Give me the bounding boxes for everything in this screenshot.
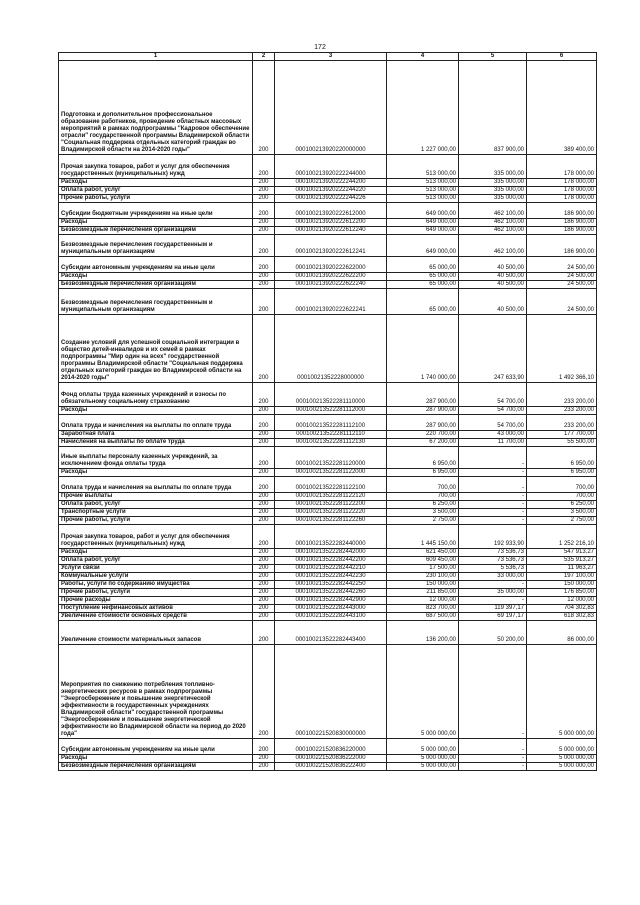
table-row (59, 383, 597, 407)
row-executed-amount-cell: 69 197,17 (459, 613, 527, 621)
table-row (59, 179, 597, 187)
table-row (59, 195, 597, 203)
column-header-1: 1 (59, 53, 253, 61)
row-unexecuted-amount-cell: 535 913,27 (527, 557, 597, 565)
row-code-cell: 200 (253, 383, 275, 407)
row-classification-code-cell: 000100213522282442260 (275, 589, 387, 597)
row-name-cell: Заработная плата (59, 431, 253, 439)
row-code-cell: 200 (253, 573, 275, 581)
row-code-cell: 200 (253, 493, 275, 501)
row-code-cell: 200 (253, 589, 275, 597)
row-classification-code-cell: 000100213920222622000 (275, 257, 387, 273)
row-classification-code-cell: 000100213920222612240 (275, 227, 387, 235)
row-name-cell: Прочие работы, услуги (59, 517, 253, 525)
budget-table (58, 52, 597, 771)
row-name-cell: Субсидии автономным учреждениям на иные цели (59, 739, 253, 755)
row-approved-amount-cell: 1 740 000,00 (387, 315, 459, 383)
row-approved-amount-cell: 609 450,00 (387, 557, 459, 565)
row-code-cell: 200 (253, 155, 275, 179)
row-name-cell: Безвозмездные перечисления организациям (59, 763, 253, 771)
table-row (59, 155, 597, 179)
row-executed-amount-cell: 5 536,73 (459, 565, 527, 573)
row-unexecuted-amount-cell: 177 700,00 (527, 431, 597, 439)
row-unexecuted-amount-cell: 24 500,00 (527, 273, 597, 281)
row-name-cell: Оплата работ, услуг (59, 557, 253, 565)
row-name-cell: Подготовка и дополнительное профессиональное образование работников, проведение областных массовых мероприятий в рамках подпрограммы "Кадровое обеспечение отрасли" государственной программы Владимирской области "Социальная поддержка отдельных категорий граждан во Владимирской области на 2014-2020 годы" (59, 61, 253, 155)
row-code-cell: 200 (253, 509, 275, 517)
column-header-6: 6 (527, 53, 597, 61)
row-classification-code-cell: 000100213920220000000 (275, 61, 387, 155)
row-name-cell: Расходы (59, 219, 253, 227)
table-row (59, 509, 597, 517)
row-name-cell: Расходы (59, 407, 253, 415)
row-classification-code-cell: 000100213522282443000 (275, 605, 387, 613)
row-unexecuted-amount-cell: 1 492 366,10 (527, 315, 597, 383)
row-executed-amount-cell: 192 933,90 (459, 525, 527, 549)
row-executed-amount-cell: 247 633,90 (459, 315, 527, 383)
row-approved-amount-cell: 65 000,00 (387, 281, 459, 289)
row-executed-amount-cell: 54 700,00 (459, 415, 527, 431)
row-code-cell: 200 (253, 219, 275, 227)
row-executed-amount-cell: - (459, 597, 527, 605)
row-unexecuted-amount-cell: 186 900,00 (527, 227, 597, 235)
row-executed-amount-cell: 43 000,00 (459, 431, 527, 439)
row-approved-amount-cell: 67 200,00 (387, 439, 459, 447)
row-approved-amount-cell: 287 900,00 (387, 407, 459, 415)
table-row (59, 227, 597, 235)
row-unexecuted-amount-cell: 5 000 000,00 (527, 645, 597, 739)
row-unexecuted-amount-cell: 178 000,00 (527, 155, 597, 179)
row-name-cell: Прочая закупка товаров, работ и услуг для обеспечения государственных (муниципальных) нужд (59, 155, 253, 179)
row-approved-amount-cell: 649 000,00 (387, 203, 459, 219)
row-executed-amount-cell: 54 700,00 (459, 383, 527, 407)
table-row (59, 203, 597, 219)
row-classification-code-cell: 000100221520836220000 (275, 739, 387, 755)
row-executed-amount-cell: 40 500,00 (459, 289, 527, 315)
row-executed-amount-cell: 837 900,00 (459, 61, 527, 155)
column-header-2: 2 (253, 53, 275, 61)
table-row (59, 439, 597, 447)
row-unexecuted-amount-cell: 5 000 000,00 (527, 755, 597, 763)
row-classification-code-cell: 000100213920222622200 (275, 273, 387, 281)
table-row (59, 493, 597, 501)
table-row (59, 739, 597, 755)
row-code-cell: 200 (253, 549, 275, 557)
table-row (59, 525, 597, 549)
row-code-cell: 200 (253, 407, 275, 415)
table-row (59, 645, 597, 739)
row-unexecuted-amount-cell: 233 200,00 (527, 383, 597, 407)
table-row (59, 273, 597, 281)
row-executed-amount-cell: 11 700,00 (459, 439, 527, 447)
row-approved-amount-cell: 65 000,00 (387, 273, 459, 281)
row-code-cell: 200 (253, 235, 275, 257)
row-code-cell: 200 (253, 281, 275, 289)
row-name-cell: Прочие расходы (59, 597, 253, 605)
page-number: 172 (314, 44, 326, 51)
row-name-cell: Безвозмездные перечисления государственным и муниципальным организациям (59, 235, 253, 257)
row-executed-amount-cell: 462 100,00 (459, 219, 527, 227)
table-row (59, 763, 597, 771)
row-name-cell: Расходы (59, 179, 253, 187)
row-unexecuted-amount-cell: 86 000,00 (527, 621, 597, 645)
row-executed-amount-cell: 462 100,00 (459, 235, 527, 257)
row-executed-amount-cell: 335 000,00 (459, 187, 527, 195)
row-classification-code-cell: 000100213522281112100 (275, 415, 387, 431)
row-code-cell: 200 (253, 645, 275, 739)
row-executed-amount-cell: - (459, 645, 527, 739)
row-code-cell: 200 (253, 203, 275, 219)
row-classification-code-cell: 000100213522281112110 (275, 431, 387, 439)
row-unexecuted-amount-cell: 704 302,83 (527, 605, 597, 613)
table-row (59, 431, 597, 439)
row-classification-code-cell: 000100213920222622240 (275, 281, 387, 289)
table-row (59, 315, 597, 383)
row-executed-amount-cell: 33 000,00 (459, 573, 527, 581)
row-executed-amount-cell: 40 500,00 (459, 281, 527, 289)
row-executed-amount-cell: - (459, 517, 527, 525)
row-code-cell: 200 (253, 415, 275, 431)
row-classification-code-cell: 000100213920222244226 (275, 195, 387, 203)
row-name-cell: Увеличение стоимости материальных запасов (59, 621, 253, 645)
row-code-cell: 200 (253, 501, 275, 509)
row-unexecuted-amount-cell: 389 400,00 (527, 61, 597, 155)
row-approved-amount-cell: 12 000,00 (387, 597, 459, 605)
row-name-cell: Коммунальные услуги (59, 573, 253, 581)
row-approved-amount-cell: 5 000 000,00 (387, 739, 459, 755)
row-name-cell: Оплата работ, услуг (59, 187, 253, 195)
row-name-cell: Расходы (59, 469, 253, 477)
row-executed-amount-cell: - (459, 739, 527, 755)
row-classification-code-cell: 000100213522282442230 (275, 573, 387, 581)
row-name-cell: Расходы (59, 273, 253, 281)
table-row (59, 517, 597, 525)
row-approved-amount-cell: 513 000,00 (387, 179, 459, 187)
row-classification-code-cell: 000100221520830000000 (275, 645, 387, 739)
row-unexecuted-amount-cell: 1 252 216,10 (527, 525, 597, 549)
row-approved-amount-cell: 5 000 000,00 (387, 763, 459, 771)
row-code-cell: 200 (253, 557, 275, 565)
row-unexecuted-amount-cell: 700,00 (527, 493, 597, 501)
row-code-cell: 200 (253, 755, 275, 763)
row-classification-code-cell: 000100213522281112130 (275, 439, 387, 447)
row-approved-amount-cell: 700,00 (387, 477, 459, 493)
row-name-cell: Оплата труда и начисления на выплаты по оплате труда (59, 415, 253, 431)
row-approved-amount-cell: 5 000 000,00 (387, 755, 459, 763)
row-executed-amount-cell: 35 000,00 (459, 589, 527, 597)
row-code-cell: 200 (253, 187, 275, 195)
row-approved-amount-cell: 220 700,00 (387, 431, 459, 439)
row-executed-amount-cell: 119 397,17 (459, 605, 527, 613)
row-unexecuted-amount-cell: 618 302,83 (527, 613, 597, 621)
row-name-cell: Иные выплаты персоналу казенных учреждений, за исключением фонда оплаты труда (59, 447, 253, 469)
row-code-cell: 200 (253, 61, 275, 155)
table-row (59, 257, 597, 273)
row-approved-amount-cell: 287 900,00 (387, 415, 459, 431)
table-row (59, 605, 597, 613)
row-unexecuted-amount-cell: 178 000,00 (527, 179, 597, 187)
row-classification-code-cell: 000100213522282443100 (275, 613, 387, 621)
row-code-cell: 200 (253, 605, 275, 613)
table-row (59, 501, 597, 509)
table-row (59, 755, 597, 763)
table-row (59, 589, 597, 597)
column-header-4: 4 (387, 53, 459, 61)
row-unexecuted-amount-cell: 150 000,00 (527, 581, 597, 589)
row-classification-code-cell: 000100213522281112000 (275, 407, 387, 415)
row-code-cell: 200 (253, 179, 275, 187)
row-classification-code-cell: 000100213920222244200 (275, 179, 387, 187)
row-name-cell: Прочие работы, услуги (59, 195, 253, 203)
table-row (59, 621, 597, 645)
table-row (59, 549, 597, 557)
row-code-cell: 200 (253, 763, 275, 771)
row-classification-code-cell: 000100213522282442000 (275, 549, 387, 557)
row-unexecuted-amount-cell: 186 900,00 (527, 235, 597, 257)
row-approved-amount-cell: 6 250,00 (387, 501, 459, 509)
row-code-cell: 200 (253, 273, 275, 281)
table-row (59, 613, 597, 621)
row-name-cell: Безвозмездные перечисления организациям (59, 227, 253, 235)
row-code-cell: 200 (253, 565, 275, 573)
row-executed-amount-cell: 73 536,73 (459, 557, 527, 565)
row-classification-code-cell: 000100213920222244220 (275, 187, 387, 195)
row-name-cell: Оплата работ, услуг (59, 501, 253, 509)
row-name-cell: Работы, услуги по содержанию имущества (59, 581, 253, 589)
row-code-cell: 200 (253, 525, 275, 549)
row-name-cell: Услуги связи (59, 565, 253, 573)
row-approved-amount-cell: 687 500,00 (387, 613, 459, 621)
row-unexecuted-amount-cell: 233 200,00 (527, 407, 597, 415)
row-name-cell: Прочая закупка товаров, работ и услуг для обеспечения государственных (муниципальных) нужд (59, 525, 253, 549)
table-row (59, 219, 597, 227)
table-row (59, 187, 597, 195)
row-unexecuted-amount-cell: 5 000 000,00 (527, 739, 597, 755)
row-executed-amount-cell: 335 000,00 (459, 155, 527, 179)
row-classification-code-cell: 000100213522281122000 (275, 469, 387, 477)
row-unexecuted-amount-cell: 233 200,00 (527, 415, 597, 431)
row-code-cell: 200 (253, 431, 275, 439)
row-unexecuted-amount-cell: 178 000,00 (527, 187, 597, 195)
row-classification-code-cell: 000100213522282442210 (275, 565, 387, 573)
row-unexecuted-amount-cell: 178 000,00 (527, 195, 597, 203)
row-name-cell: Увеличение стоимости основных средств (59, 613, 253, 621)
row-unexecuted-amount-cell: 12 000,00 (527, 597, 597, 605)
row-classification-code-cell: 000100213522281122260 (275, 517, 387, 525)
row-executed-amount-cell: 335 000,00 (459, 195, 527, 203)
row-code-cell: 200 (253, 439, 275, 447)
row-executed-amount-cell: 40 500,00 (459, 257, 527, 273)
table-row (59, 597, 597, 605)
row-executed-amount-cell: - (459, 509, 527, 517)
row-approved-amount-cell: 1 227 000,00 (387, 61, 459, 155)
row-classification-code-cell: 000100221520836222000 (275, 755, 387, 763)
row-classification-code-cell: 000100213522282442900 (275, 597, 387, 605)
row-name-cell: Расходы (59, 549, 253, 557)
row-executed-amount-cell: - (459, 755, 527, 763)
row-code-cell: 200 (253, 739, 275, 755)
row-classification-code-cell: 000100213522281122100 (275, 477, 387, 493)
table-row (59, 557, 597, 565)
table-row (59, 469, 597, 477)
row-approved-amount-cell: 649 000,00 (387, 227, 459, 235)
row-classification-code-cell: 000100221520836222400 (275, 763, 387, 771)
row-unexecuted-amount-cell: 547 913,27 (527, 549, 597, 557)
budget-table-body (59, 53, 597, 771)
row-unexecuted-amount-cell: 24 500,00 (527, 281, 597, 289)
column-header-5: 5 (459, 53, 527, 61)
row-unexecuted-amount-cell: 700,00 (527, 477, 597, 493)
row-approved-amount-cell: 1 445 150,00 (387, 525, 459, 549)
row-classification-code-cell: 000100213522281122120 (275, 493, 387, 501)
row-executed-amount-cell: 40 500,00 (459, 273, 527, 281)
row-approved-amount-cell: 136 200,00 (387, 621, 459, 645)
row-name-cell: Мероприятия по снижению потребления топливно-энергетических ресурсов в рамках подпрограммы "Энергосбережение и повышение энергетической эффективности в государственных учреждениях Владимирской области" государственной программы "Энергосбережение и повышение энергетической эффективности во Владимирской области на период до 2020 года" (59, 645, 253, 739)
row-executed-amount-cell: 54 700,00 (459, 407, 527, 415)
row-executed-amount-cell: - (459, 493, 527, 501)
row-executed-amount-cell: - (459, 469, 527, 477)
row-name-cell: Безвозмездные перечисления государственным и муниципальным организациям (59, 289, 253, 315)
row-unexecuted-amount-cell: 176 850,00 (527, 589, 597, 597)
row-code-cell: 200 (253, 517, 275, 525)
row-unexecuted-amount-cell: 24 500,00 (527, 289, 597, 315)
row-code-cell: 200 (253, 469, 275, 477)
row-executed-amount-cell: 462 100,00 (459, 227, 527, 235)
row-approved-amount-cell: 5 000 000,00 (387, 645, 459, 739)
row-unexecuted-amount-cell: 6 950,00 (527, 447, 597, 469)
row-unexecuted-amount-cell: 5 000 000,00 (527, 763, 597, 771)
row-executed-amount-cell: 50 200,00 (459, 621, 527, 645)
row-code-cell: 200 (253, 581, 275, 589)
row-unexecuted-amount-cell: 6 250,00 (527, 501, 597, 509)
table-row (59, 61, 597, 155)
row-classification-code-cell: 000100213522282443400 (275, 621, 387, 645)
row-approved-amount-cell: 513 000,00 (387, 155, 459, 179)
row-unexecuted-amount-cell: 2 750,00 (527, 517, 597, 525)
row-unexecuted-amount-cell: 197 100,00 (527, 573, 597, 581)
row-unexecuted-amount-cell: 186 900,00 (527, 219, 597, 227)
row-executed-amount-cell: - (459, 501, 527, 509)
row-name-cell: Субсидии бюджетным учреждениям на иные цели (59, 203, 253, 219)
row-code-cell: 200 (253, 477, 275, 493)
table-row (59, 447, 597, 469)
row-approved-amount-cell: 65 000,00 (387, 289, 459, 315)
row-classification-code-cell: 000100213522282442250 (275, 581, 387, 589)
row-classification-code-cell: 000100213522281120000 (275, 447, 387, 469)
row-classification-code-cell: 000100213920222612241 (275, 235, 387, 257)
row-code-cell: 200 (253, 289, 275, 315)
table-row (59, 281, 597, 289)
table-header-row (59, 53, 597, 61)
row-unexecuted-amount-cell: 186 900,00 (527, 203, 597, 219)
row-classification-code-cell: 00010021352228000000 (275, 315, 387, 383)
row-name-cell: Прочие работы, услуги (59, 589, 253, 597)
row-name-cell: Транспортные услуги (59, 509, 253, 517)
row-name-cell: Начисления на выплаты по оплате труда (59, 439, 253, 447)
row-name-cell: Расходы (59, 755, 253, 763)
row-name-cell: Безвозмездные перечисления организациям (59, 281, 253, 289)
row-name-cell: Фонд оплаты труда казенных учреждений и взносы по обязательному социальному страхованию (59, 383, 253, 407)
row-approved-amount-cell: 150 000,00 (387, 581, 459, 589)
row-approved-amount-cell: 230 100,00 (387, 573, 459, 581)
row-code-cell: 200 (253, 227, 275, 235)
row-approved-amount-cell: 287 900,00 (387, 383, 459, 407)
row-unexecuted-amount-cell: 55 500,00 (527, 439, 597, 447)
row-unexecuted-amount-cell: 3 500,00 (527, 509, 597, 517)
row-classification-code-cell: 000100213522282440000 (275, 525, 387, 549)
table-row (59, 573, 597, 581)
row-approved-amount-cell: 700,00 (387, 493, 459, 501)
column-header-3: 3 (275, 53, 387, 61)
row-approved-amount-cell: 649 000,00 (387, 235, 459, 257)
row-name-cell: Оплата труда и начисления на выплаты по оплате труда (59, 477, 253, 493)
row-approved-amount-cell: 6 950,00 (387, 469, 459, 477)
row-executed-amount-cell: 462 100,00 (459, 203, 527, 219)
row-approved-amount-cell: 211 850,00 (387, 589, 459, 597)
row-executed-amount-cell: - (459, 447, 527, 469)
row-approved-amount-cell: 17 500,00 (387, 565, 459, 573)
table-row (59, 477, 597, 493)
row-executed-amount-cell: - (459, 581, 527, 589)
row-classification-code-cell: 000100213920222612200 (275, 219, 387, 227)
row-name-cell: Субсидии автономным учреждениям на иные цели (59, 257, 253, 273)
row-name-cell: Создание условий для успешной социальной интеграции в общество детей-инвалидов и их семей в рамках подпрограммы "Мир один на всех" государственной программы Владимирской области "Социальная поддержка отдельных категорий граждан во Владимирской области на 2014-2020 годы" (59, 315, 253, 383)
row-executed-amount-cell: 335 000,00 (459, 179, 527, 187)
row-classification-code-cell: 000100213522281110000 (275, 383, 387, 407)
row-code-cell: 200 (253, 597, 275, 605)
row-unexecuted-amount-cell: 24 500,00 (527, 257, 597, 273)
row-classification-code-cell: 000100213522281122220 (275, 509, 387, 517)
table-row (59, 289, 597, 315)
row-code-cell: 200 (253, 621, 275, 645)
row-name-cell: Поступление нефинансовых активов (59, 605, 253, 613)
row-approved-amount-cell: 823 700,00 (387, 605, 459, 613)
row-approved-amount-cell: 2 750,00 (387, 517, 459, 525)
table-row (59, 565, 597, 573)
row-code-cell: 200 (253, 447, 275, 469)
table-row (59, 415, 597, 431)
table-row (59, 407, 597, 415)
row-code-cell: 200 (253, 257, 275, 273)
row-approved-amount-cell: 513 000,00 (387, 187, 459, 195)
table-row (59, 235, 597, 257)
row-approved-amount-cell: 3 500,00 (387, 509, 459, 517)
row-code-cell: 200 (253, 613, 275, 621)
row-approved-amount-cell: 6 950,00 (387, 447, 459, 469)
row-approved-amount-cell: 649 000,00 (387, 219, 459, 227)
row-approved-amount-cell: 621 450,00 (387, 549, 459, 557)
row-unexecuted-amount-cell: 6 950,00 (527, 469, 597, 477)
row-classification-code-cell: 000100213920222622241 (275, 289, 387, 315)
table-row (59, 581, 597, 589)
row-classification-code-cell: 000100213522282442200 (275, 557, 387, 565)
row-executed-amount-cell: 73 536,73 (459, 549, 527, 557)
row-name-cell: Прочие выплаты (59, 493, 253, 501)
row-executed-amount-cell: - (459, 477, 527, 493)
row-executed-amount-cell: - (459, 763, 527, 771)
row-approved-amount-cell: 513 000,00 (387, 195, 459, 203)
row-unexecuted-amount-cell: 11 963,27 (527, 565, 597, 573)
row-code-cell: 200 (253, 195, 275, 203)
row-classification-code-cell: 000100213920222244000 (275, 155, 387, 179)
row-code-cell: 200 (253, 315, 275, 383)
row-classification-code-cell: 000100213920222612000 (275, 203, 387, 219)
row-approved-amount-cell: 65 000,00 (387, 257, 459, 273)
row-classification-code-cell: 000100213522281122200 (275, 501, 387, 509)
